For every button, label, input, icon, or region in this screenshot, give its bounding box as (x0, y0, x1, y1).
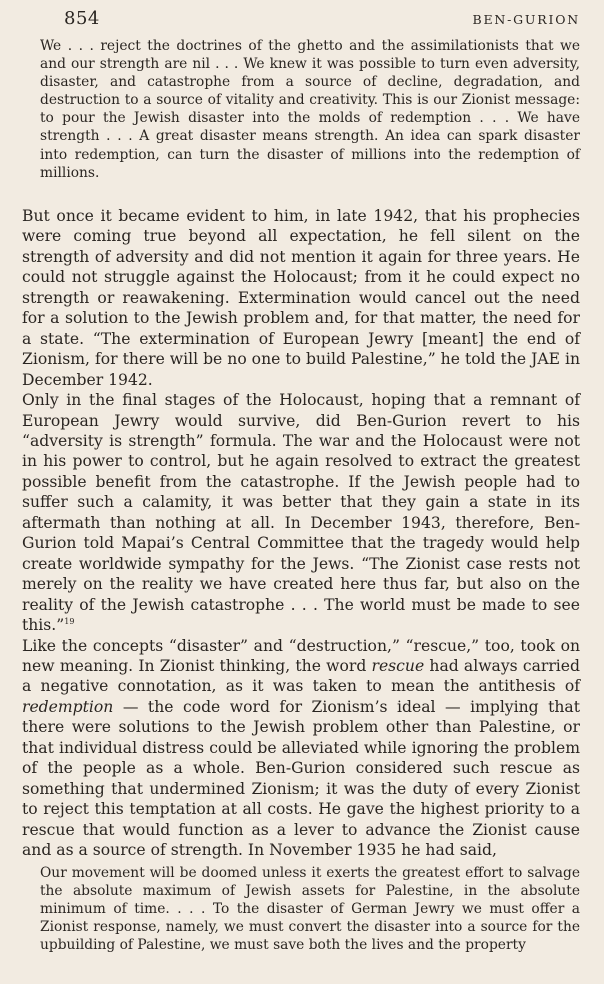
italic-rescue: rescue (371, 656, 425, 675)
paragraph-3-text-2: had always carried a negative connotation, as it was taken to mean the antithesis of (22, 656, 580, 696)
running-head: BEN-GURION (472, 12, 580, 27)
block-quote-top: We . . . reject the doctrines of the ghetto and the assimilationists that we and our strength are nil . . . We knew it was possible to turn even adversity, disaster, and catastrophe from a source of decline, degradation, and destruction to a source of vitality and creativity. This is our Zionist message: to pour the Jewish disaster into the molds of redemption . . . We have strength . . . A great disaster means strength. An idea can spark disaster into redemption, can turn the disaster of millions into the redemption of millions. (40, 38, 580, 181)
italic-redemption: redemption (22, 697, 114, 716)
paragraph-3-text-3: — the code word for Zionism’s ideal — implying that there were solutions to the Jewish problem other than Palestine, or that individual distress could be alleviated while ignoring the problem of the people as a whole. Ben-Gurion considered such rescue as something that undermined Zionism; it was the duty of every Zionist to reject this temptation at all costs. He gave the highest priority to a rescue that would function as a lever to advance the Zionist cause and as a source of strength. In November 1935 he had said, (22, 697, 580, 860)
paragraph-1: But once it became evident to him, in late 1942, that his prophecies were coming true beyond all expectation, he fell silent on the strength of adversity and did not mention it again for three years. He could not struggle against the Holocaust; from it he could expect no strength or reawakening. Extermination would cancel out the need for a solution to the Jewish problem and, for that matter, the need for a state. “The extermination of European Jewry [meant] the end of Zionism, for there will be no one to build Palestine,” he told the JAE in December 1942. (22, 207, 580, 389)
footnote-marker: 19 (64, 617, 75, 627)
paragraph-2-text: Only in the final stages of the Holocaust, hoping that a remnant of European Jewry would survive, did Ben-Gurion revert to his “adversity is strength” formula. The war and the Holocaust were not in his power to control, but he again resolved to extract the greatest possible benefit from the catastrophe. If the Jewish people had to suffer such a calamity, it was better that they gain a state in its aftermath than nothing at all. In December 1943, therefore, Ben-Gurion told Mapai’s Central Committee that the tragedy would help create worldwide sympathy for the Jews. “The Zionist case rests not merely on the reality we have created here thus far, but also on the reality of the Jewish catastrophe . . . The world must be made to see this.” (22, 391, 580, 635)
paragraph-3-text-1: Like the concepts “disaster” and “destruction,” “rescue,” too, took on new meaning. In Zionist thinking, the word (22, 636, 580, 675)
body-text (22, 206, 580, 861)
paragraph-3 (22, 636, 580, 861)
page-number: 854 (64, 8, 100, 29)
page-header (40, 8, 580, 32)
paragraph-2 (22, 390, 580, 635)
block-quote-bottom: Our movement will be doomed unless it exerts the greatest effort to salvage the absolute maximum of Jewish assets for Palestine, in the absolute minimum of time. . . . To the disaster of German Jewry we must offer a Zionist response, namely, we must convert the disaster into a source for the upbuilding of Palestine, we must save both the lives and the property (40, 865, 580, 954)
